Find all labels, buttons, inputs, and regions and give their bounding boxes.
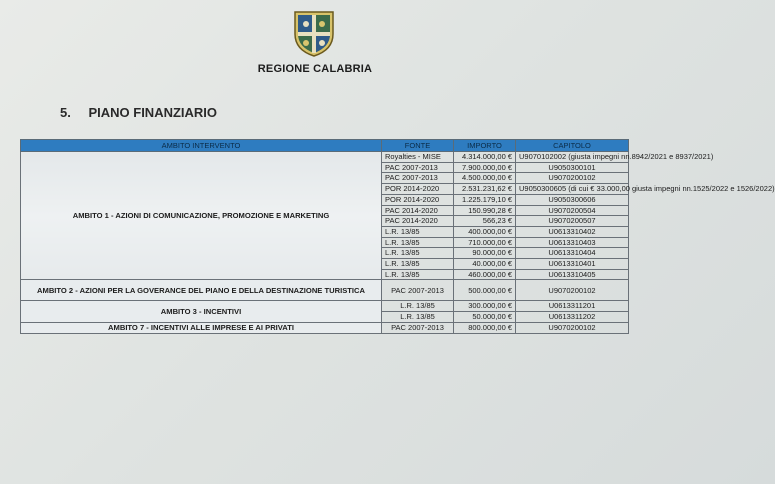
importo-cell: 710.000,00 € bbox=[454, 237, 516, 248]
capitolo-cell: U0613310404 bbox=[516, 248, 629, 259]
importo-cell: 50.000,00 € bbox=[454, 312, 516, 323]
fonte-cell: L.R. 13/85 bbox=[382, 237, 454, 248]
capitolo-cell: U9070200507 bbox=[516, 216, 629, 227]
table-row bbox=[21, 152, 629, 163]
section-number: 5. bbox=[60, 105, 71, 120]
importo-cell: 40.000,00 € bbox=[454, 259, 516, 270]
capitolo-cell: U9050300101 bbox=[516, 162, 629, 173]
fonte-cell: POR 2014-2020 bbox=[382, 184, 454, 195]
importo-cell: 500.000,00 € bbox=[454, 280, 516, 301]
capitolo-cell: U9070200102 bbox=[516, 173, 629, 184]
fonte-cell: L.R. 13/85 bbox=[382, 301, 454, 312]
fonte-cell: POR 2014-2020 bbox=[382, 194, 454, 205]
importo-cell: 4.500.000,00 € bbox=[454, 173, 516, 184]
importo-cell: 90.000,00 € bbox=[454, 248, 516, 259]
capitolo-cell: U0613310405 bbox=[516, 269, 629, 280]
fonte-cell: L.R. 13/85 bbox=[382, 226, 454, 237]
importo-cell: 1.225.179,10 € bbox=[454, 194, 516, 205]
region-name: REGIONE CALABRIA bbox=[257, 63, 373, 75]
fonte-cell: L.R. 13/85 bbox=[382, 312, 454, 323]
ambito-2-cell: AMBITO 2 - AZIONI PER LA GOVERANCE DEL PIANO E DELLA DESTINAZIONE TURISTICA bbox=[21, 280, 382, 301]
ambito-1-cell: AMBITO 1 - AZIONI DI COMUNICAZIONE, PROMOZIONE E MARKETING bbox=[21, 152, 382, 280]
capitolo-cell: U9070102002 (giusta impegni nn.8942/2021 e 8937/2021) bbox=[516, 152, 629, 163]
column-header-fonte: FONTE bbox=[382, 140, 454, 152]
fonte-cell: PAC 2014-2020 bbox=[382, 205, 454, 216]
fonte-cell: L.R. 13/85 bbox=[382, 259, 454, 270]
regione-calabria-crest-icon bbox=[291, 8, 337, 58]
table-row bbox=[21, 301, 629, 312]
financial-plan-table bbox=[20, 139, 775, 334]
importo-cell: 566,23 € bbox=[454, 216, 516, 227]
fonte-cell: Royalties - MISE bbox=[382, 152, 454, 163]
capitolo-cell: U0613310401 bbox=[516, 259, 629, 270]
capitolo-cell: U0613310403 bbox=[516, 237, 629, 248]
fonte-cell: PAC 2007-2013 bbox=[382, 322, 454, 333]
capitolo-cell: U9070200102 bbox=[516, 322, 629, 333]
fonte-cell: PAC 2014-2020 bbox=[382, 216, 454, 227]
importo-cell: 4.314.000,00 € bbox=[454, 152, 516, 163]
table-row bbox=[21, 322, 629, 333]
importo-cell: 7.900.000,00 € bbox=[454, 162, 516, 173]
ambito-7-cell: AMBITO 7 - INCENTIVI ALLE IMPRESE E AI PRIVATI bbox=[21, 322, 382, 333]
capitolo-cell: U0613311202 bbox=[516, 312, 629, 323]
section-title bbox=[60, 105, 217, 120]
capitolo-cell: U9050300605 (di cui € 33.000,00 giusta impegni nn.1525/2022 e 1526/2022) bbox=[516, 184, 629, 195]
fonte-cell: PAC 2007-2013 bbox=[382, 280, 454, 301]
capitolo-cell: U9070200102 bbox=[516, 280, 629, 301]
capitolo-cell: U0613310402 bbox=[516, 226, 629, 237]
capitolo-cell: U0613311201 bbox=[516, 301, 629, 312]
importo-cell: 2.531.231,62 € bbox=[454, 184, 516, 195]
importo-cell: 800.000,00 € bbox=[454, 322, 516, 333]
fonte-cell: PAC 2007-2013 bbox=[382, 162, 454, 173]
fonte-cell: L.R. 13/85 bbox=[382, 269, 454, 280]
column-header-importo: IMPORTO bbox=[454, 140, 516, 152]
importo-cell: 300.000,00 € bbox=[454, 301, 516, 312]
capitolo-cell: U9050300606 bbox=[516, 194, 629, 205]
fonte-cell: L.R. 13/85 bbox=[382, 248, 454, 259]
importo-cell: 400.000,00 € bbox=[454, 226, 516, 237]
ambito-3-cell: AMBITO 3 - INCENTIVI bbox=[21, 301, 382, 322]
capitolo-cell: U9070200504 bbox=[516, 205, 629, 216]
importo-cell: 460.000,00 € bbox=[454, 269, 516, 280]
importo-cell: 150.990,28 € bbox=[454, 205, 516, 216]
fonte-cell: PAC 2007-2013 bbox=[382, 173, 454, 184]
table-header-row bbox=[21, 140, 629, 152]
table-row bbox=[21, 280, 629, 301]
section-title-text: PIANO FINANZIARIO bbox=[88, 105, 218, 120]
column-header-ambito: AMBITO INTERVENTO bbox=[21, 140, 382, 152]
column-header-capitolo: CAPITOLO bbox=[516, 140, 629, 152]
